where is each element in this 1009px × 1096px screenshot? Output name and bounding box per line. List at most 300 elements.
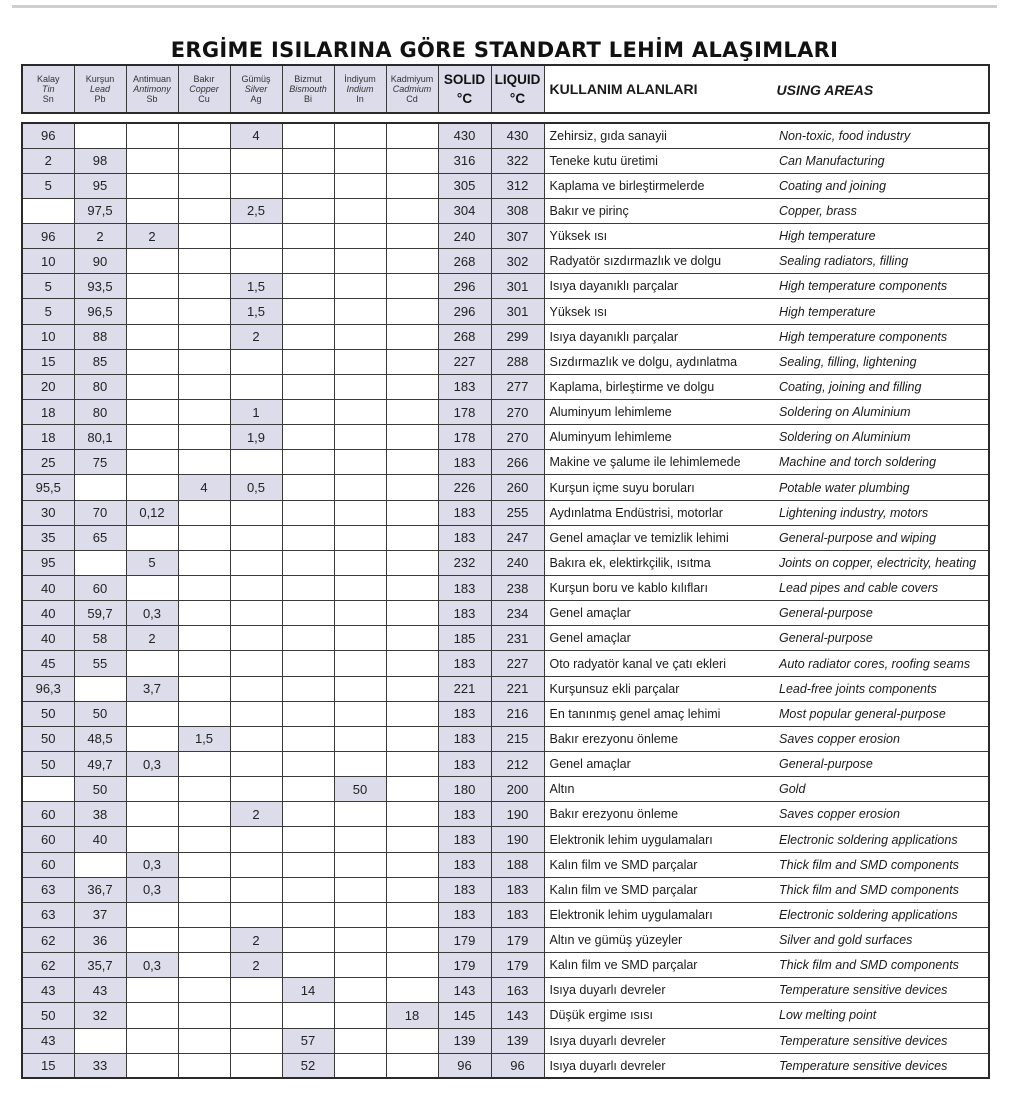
- header-tr-name: Kurşun: [85, 74, 115, 84]
- cell-liquid: 183: [491, 902, 544, 927]
- cell-cu: 4: [178, 475, 230, 500]
- cell-ag: [230, 676, 282, 701]
- cell-pb: 80: [74, 400, 126, 425]
- table-row: [22, 928, 989, 953]
- cell-pb: 37: [74, 902, 126, 927]
- header-ag: [230, 65, 282, 113]
- cell-ag: 1,5: [230, 299, 282, 324]
- cell-ag: [230, 525, 282, 550]
- cell-use-en: High temperature: [776, 224, 989, 249]
- cell-cd: [386, 953, 438, 978]
- cell-solid: 296: [438, 274, 491, 299]
- cell-sn: 40: [22, 576, 74, 601]
- cell-solid: 183: [438, 576, 491, 601]
- cell-use-tr: Oto radyatör kanal ve çatı ekleri: [544, 651, 776, 676]
- cell-liquid: 299: [491, 324, 544, 349]
- cell-cu: [178, 852, 230, 877]
- table-row: [22, 1003, 989, 1028]
- cell-bi: [282, 1003, 334, 1028]
- cell-use-tr: Düşük ergime ısısı: [544, 1003, 776, 1028]
- cell-sb: 0,12: [126, 500, 178, 525]
- header-symbol: Cd: [406, 94, 418, 104]
- cell-in: [334, 626, 386, 651]
- cell-bi: [282, 400, 334, 425]
- cell-sb: 0,3: [126, 852, 178, 877]
- cell-cu: [178, 374, 230, 399]
- header-symbol: Sn: [42, 94, 54, 104]
- cell-ag: 0,5: [230, 475, 282, 500]
- cell-solid: 221: [438, 676, 491, 701]
- table-row: [22, 173, 989, 198]
- cell-pb: [74, 123, 126, 148]
- cell-cd: [386, 425, 438, 450]
- cell-sb: 2: [126, 626, 178, 651]
- cell-liquid: 96: [491, 1053, 544, 1078]
- cell-ag: [230, 500, 282, 525]
- cell-bi: [282, 877, 334, 902]
- table-row: [22, 978, 989, 1003]
- cell-in: [334, 953, 386, 978]
- cell-use-tr: Elektronik lehim uygulamaları: [544, 902, 776, 927]
- cell-in: [334, 576, 386, 601]
- table-row: [22, 324, 989, 349]
- cell-use-tr: Genel amaçlar: [544, 752, 776, 777]
- cell-cd: [386, 852, 438, 877]
- cell-cd: [386, 978, 438, 1003]
- cell-cd: [386, 198, 438, 223]
- cell-in: [334, 1028, 386, 1053]
- cell-cu: [178, 777, 230, 802]
- cell-bi: [282, 525, 334, 550]
- cell-pb: 80,1: [74, 425, 126, 450]
- cell-liquid: 227: [491, 651, 544, 676]
- cell-sb: [126, 576, 178, 601]
- cell-cd: [386, 173, 438, 198]
- table-row: [22, 299, 989, 324]
- cell-sn: [22, 198, 74, 223]
- cell-sb: [126, 802, 178, 827]
- cell-use-en: Sealing radiators, filling: [776, 249, 989, 274]
- cell-sn: [22, 777, 74, 802]
- cell-ag: [230, 701, 282, 726]
- header-symbol: Ag: [250, 94, 262, 104]
- cell-cu: [178, 676, 230, 701]
- cell-bi: [282, 928, 334, 953]
- cell-liquid: 221: [491, 676, 544, 701]
- header-en-name: Indium: [346, 84, 374, 94]
- cell-solid: 183: [438, 525, 491, 550]
- header-solid-unit: °C: [456, 91, 473, 106]
- alloy-table: [21, 122, 990, 1079]
- header-liquid: [491, 65, 544, 113]
- cell-in: [334, 450, 386, 475]
- cell-liquid: 430: [491, 123, 544, 148]
- cell-pb: 36: [74, 928, 126, 953]
- cell-pb: 36,7: [74, 877, 126, 902]
- cell-use-tr: Teneke kutu üretimi: [544, 148, 776, 173]
- cell-sn: 5: [22, 274, 74, 299]
- cell-use-en: Thick film and SMD components: [776, 877, 989, 902]
- cell-sn: 43: [22, 978, 74, 1003]
- cell-bi: [282, 198, 334, 223]
- cell-cu: [178, 425, 230, 450]
- table-row: [22, 525, 989, 550]
- cell-in: [334, 601, 386, 626]
- table-row: [22, 198, 989, 223]
- table-row: [22, 777, 989, 802]
- cell-sn: 95: [22, 550, 74, 575]
- cell-sn: 15: [22, 349, 74, 374]
- cell-in: 50: [334, 777, 386, 802]
- cell-use-tr: Genel amaçlar: [544, 626, 776, 651]
- cell-sn: 50: [22, 726, 74, 751]
- table-row: [22, 500, 989, 525]
- cell-sn: 18: [22, 425, 74, 450]
- cell-solid: 185: [438, 626, 491, 651]
- cell-ag: [230, 777, 282, 802]
- cell-liquid: 188: [491, 852, 544, 877]
- cell-cd: [386, 550, 438, 575]
- cell-cu: [178, 249, 230, 274]
- cell-cd: [386, 123, 438, 148]
- cell-pb: [74, 1028, 126, 1053]
- header-solid-label: SOLID: [443, 72, 486, 87]
- cell-cu: [178, 299, 230, 324]
- cell-cd: [386, 224, 438, 249]
- cell-sb: [126, 299, 178, 324]
- cell-sn: 10: [22, 324, 74, 349]
- cell-liquid: 139: [491, 1028, 544, 1053]
- cell-pb: 33: [74, 1053, 126, 1078]
- cell-cd: [386, 701, 438, 726]
- cell-bi: [282, 374, 334, 399]
- cell-cu: [178, 752, 230, 777]
- cell-sb: [126, 349, 178, 374]
- header-solid: [438, 65, 491, 113]
- cell-solid: 183: [438, 827, 491, 852]
- cell-ag: [230, 877, 282, 902]
- cell-use-tr: Genel amaçlar: [544, 601, 776, 626]
- header-tr-name: Bakır: [193, 74, 215, 84]
- cell-in: [334, 852, 386, 877]
- table-row: [22, 676, 989, 701]
- cell-in: [334, 928, 386, 953]
- table-row: [22, 400, 989, 425]
- table-row: [22, 475, 989, 500]
- cell-pb: 60: [74, 576, 126, 601]
- cell-use-tr: Kaplama, birleştirme ve dolgu: [544, 374, 776, 399]
- cell-pb: 50: [74, 701, 126, 726]
- cell-use-en: Copper, brass: [776, 198, 989, 223]
- cell-pb: 75: [74, 450, 126, 475]
- cell-use-tr: Isıya dayanıklı parçalar: [544, 274, 776, 299]
- cell-liquid: 190: [491, 827, 544, 852]
- cell-use-en: General-purpose: [776, 752, 989, 777]
- cell-solid: 183: [438, 374, 491, 399]
- cell-pb: 58: [74, 626, 126, 651]
- cell-sn: 5: [22, 173, 74, 198]
- cell-sb: [126, 400, 178, 425]
- cell-bi: [282, 299, 334, 324]
- cell-pb: 2: [74, 224, 126, 249]
- cell-cd: [386, 349, 438, 374]
- table-row: [22, 953, 989, 978]
- cell-use-en: Lead pipes and cable covers: [776, 576, 989, 601]
- cell-ag: 1: [230, 400, 282, 425]
- cell-bi: [282, 576, 334, 601]
- cell-in: [334, 877, 386, 902]
- header-symbol: Cu: [198, 94, 210, 104]
- cell-sb: 5: [126, 550, 178, 575]
- cell-sb: [126, 274, 178, 299]
- cell-solid: 178: [438, 400, 491, 425]
- cell-use-tr: Kalın film ve SMD parçalar: [544, 953, 776, 978]
- cell-use-tr: Kaplama ve birleştirmelerde: [544, 173, 776, 198]
- header-symbol: In: [356, 94, 364, 104]
- cell-in: [334, 1053, 386, 1078]
- cell-use-en: Joints on copper, electricity, heating: [776, 550, 989, 575]
- cell-bi: [282, 676, 334, 701]
- cell-bi: [282, 752, 334, 777]
- cell-use-en: Saves copper erosion: [776, 726, 989, 751]
- cell-cd: [386, 902, 438, 927]
- cell-sb: 0,3: [126, 877, 178, 902]
- cell-ag: [230, 249, 282, 274]
- cell-pb: 50: [74, 777, 126, 802]
- cell-sn: 40: [22, 601, 74, 626]
- cell-sb: [126, 249, 178, 274]
- cell-use-en: Coating and joining: [776, 173, 989, 198]
- cell-ag: [230, 726, 282, 751]
- cell-liquid: 288: [491, 349, 544, 374]
- table-row: [22, 123, 989, 148]
- cell-use-en: Lightening industry, motors: [776, 500, 989, 525]
- cell-cu: [178, 1053, 230, 1078]
- cell-sn: 20: [22, 374, 74, 399]
- cell-in: [334, 500, 386, 525]
- cell-ag: [230, 349, 282, 374]
- table-row: [22, 1053, 989, 1078]
- cell-cd: [386, 802, 438, 827]
- cell-bi: [282, 827, 334, 852]
- top-divider: [12, 5, 997, 8]
- cell-cd: [386, 450, 438, 475]
- cell-sb: 2: [126, 224, 178, 249]
- cell-ag: 2: [230, 928, 282, 953]
- cell-use-en: Sealing, filling, lightening: [776, 349, 989, 374]
- cell-sn: 50: [22, 752, 74, 777]
- cell-solid: 240: [438, 224, 491, 249]
- cell-solid: 183: [438, 902, 491, 927]
- cell-use-tr: Isıya duyarlı devreler: [544, 1053, 776, 1078]
- cell-ag: [230, 601, 282, 626]
- table-row: [22, 576, 989, 601]
- header-cd: [386, 65, 438, 113]
- cell-use-en: Thick film and SMD components: [776, 953, 989, 978]
- cell-liquid: 163: [491, 978, 544, 1003]
- cell-ag: [230, 752, 282, 777]
- cell-use-en: General-purpose: [776, 626, 989, 651]
- cell-liquid: 307: [491, 224, 544, 249]
- cell-ag: [230, 852, 282, 877]
- cell-sb: [126, 827, 178, 852]
- cell-liquid: 322: [491, 148, 544, 173]
- cell-in: [334, 224, 386, 249]
- cell-ag: [230, 626, 282, 651]
- header-tr-name: İndiyum: [344, 74, 376, 84]
- cell-use-en: High temperature components: [776, 324, 989, 349]
- cell-in: [334, 198, 386, 223]
- cell-use-en: Gold: [776, 777, 989, 802]
- cell-bi: [282, 475, 334, 500]
- cell-pb: 95: [74, 173, 126, 198]
- cell-in: [334, 425, 386, 450]
- cell-sb: [126, 777, 178, 802]
- cell-cd: [386, 877, 438, 902]
- cell-ag: [230, 576, 282, 601]
- cell-pb: 35,7: [74, 953, 126, 978]
- cell-in: [334, 902, 386, 927]
- cell-ag: [230, 173, 282, 198]
- header-row: [22, 65, 989, 113]
- cell-sn: 60: [22, 852, 74, 877]
- cell-use-en: Lead-free joints components: [776, 676, 989, 701]
- cell-sn: 96,3: [22, 676, 74, 701]
- cell-in: [334, 274, 386, 299]
- cell-pb: 32: [74, 1003, 126, 1028]
- header-symbol: Sb: [146, 94, 158, 104]
- cell-liquid: 260: [491, 475, 544, 500]
- cell-use-tr: Yüksek ısı: [544, 224, 776, 249]
- cell-sb: [126, 1028, 178, 1053]
- cell-sn: 63: [22, 877, 74, 902]
- cell-sn: 5: [22, 299, 74, 324]
- cell-ag: 2: [230, 953, 282, 978]
- cell-liquid: 301: [491, 299, 544, 324]
- cell-solid: 183: [438, 701, 491, 726]
- cell-cd: [386, 299, 438, 324]
- table-row: [22, 349, 989, 374]
- cell-sb: 0,3: [126, 601, 178, 626]
- page-title: ERGİME ISILARINA GÖRE STANDART LEHİM ALAŞIMLARI: [170, 38, 839, 62]
- cell-cu: [178, 576, 230, 601]
- cell-bi: [282, 953, 334, 978]
- cell-cu: [178, 198, 230, 223]
- cell-bi: [282, 701, 334, 726]
- cell-ag: [230, 1053, 282, 1078]
- cell-solid: 183: [438, 802, 491, 827]
- cell-cu: [178, 173, 230, 198]
- cell-solid: 268: [438, 324, 491, 349]
- cell-use-tr: Yüksek ısı: [544, 299, 776, 324]
- cell-liquid: 302: [491, 249, 544, 274]
- cell-sb: 3,7: [126, 676, 178, 701]
- cell-cu: [178, 978, 230, 1003]
- cell-use-tr: Radyatör sızdırmazlık ve dolgu: [544, 249, 776, 274]
- cell-cu: [178, 400, 230, 425]
- header-in: [334, 65, 386, 113]
- cell-in: [334, 349, 386, 374]
- cell-sb: [126, 902, 178, 927]
- cell-solid: 139: [438, 1028, 491, 1053]
- cell-ag: [230, 450, 282, 475]
- cell-cd: [386, 651, 438, 676]
- cell-pb: 59,7: [74, 601, 126, 626]
- cell-sb: [126, 525, 178, 550]
- cell-sb: [126, 425, 178, 450]
- cell-cu: [178, 626, 230, 651]
- cell-use-tr: Aydınlatma Endüstrisi, motorlar: [544, 500, 776, 525]
- cell-cd: [386, 1053, 438, 1078]
- cell-liquid: 234: [491, 601, 544, 626]
- cell-liquid: 183: [491, 877, 544, 902]
- cell-use-en: General-purpose: [776, 601, 989, 626]
- cell-cd: [386, 726, 438, 751]
- cell-solid: 180: [438, 777, 491, 802]
- cell-use-en: Thick film and SMD components: [776, 852, 989, 877]
- cell-cd: [386, 676, 438, 701]
- cell-use-en: Temperature sensitive devices: [776, 978, 989, 1003]
- table-row: [22, 148, 989, 173]
- cell-sn: 96: [22, 123, 74, 148]
- cell-bi: 52: [282, 1053, 334, 1078]
- cell-ag: 2,5: [230, 198, 282, 223]
- header-en-name: Copper: [189, 84, 219, 94]
- cell-use-tr: Isıya dayanıklı parçalar: [544, 324, 776, 349]
- cell-liquid: 238: [491, 576, 544, 601]
- cell-use-en: Coating, joining and filling: [776, 374, 989, 399]
- header-cu: [178, 65, 230, 113]
- cell-ag: [230, 651, 282, 676]
- cell-pb: 55: [74, 651, 126, 676]
- cell-solid: 430: [438, 123, 491, 148]
- cell-sn: 60: [22, 827, 74, 852]
- cell-liquid: 231: [491, 626, 544, 651]
- cell-sb: [126, 173, 178, 198]
- cell-in: [334, 525, 386, 550]
- cell-solid: 183: [438, 852, 491, 877]
- cell-solid: 183: [438, 877, 491, 902]
- cell-cd: [386, 148, 438, 173]
- cell-sn: 15: [22, 1053, 74, 1078]
- cell-use-tr: Altın ve gümüş yüzeyler: [544, 928, 776, 953]
- cell-use-en: General-purpose and wiping: [776, 525, 989, 550]
- cell-solid: 183: [438, 651, 491, 676]
- cell-use-en: Temperature sensitive devices: [776, 1028, 989, 1053]
- cell-bi: [282, 274, 334, 299]
- header-en-name: Lead: [89, 84, 111, 94]
- cell-in: [334, 123, 386, 148]
- cell-solid: 268: [438, 249, 491, 274]
- cell-solid: 183: [438, 450, 491, 475]
- cell-sb: [126, 450, 178, 475]
- cell-sb: [126, 123, 178, 148]
- cell-pb: [74, 475, 126, 500]
- cell-cd: [386, 626, 438, 651]
- cell-cu: [178, 274, 230, 299]
- cell-bi: 14: [282, 978, 334, 1003]
- cell-in: [334, 475, 386, 500]
- cell-solid: 296: [438, 299, 491, 324]
- cell-cu: [178, 877, 230, 902]
- cell-use-en: Potable water plumbing: [776, 475, 989, 500]
- cell-liquid: 216: [491, 701, 544, 726]
- cell-cu: [178, 827, 230, 852]
- cell-solid: 96: [438, 1053, 491, 1078]
- cell-liquid: 255: [491, 500, 544, 525]
- cell-liquid: 270: [491, 425, 544, 450]
- header-tr-name: Kadmiyum: [390, 74, 434, 84]
